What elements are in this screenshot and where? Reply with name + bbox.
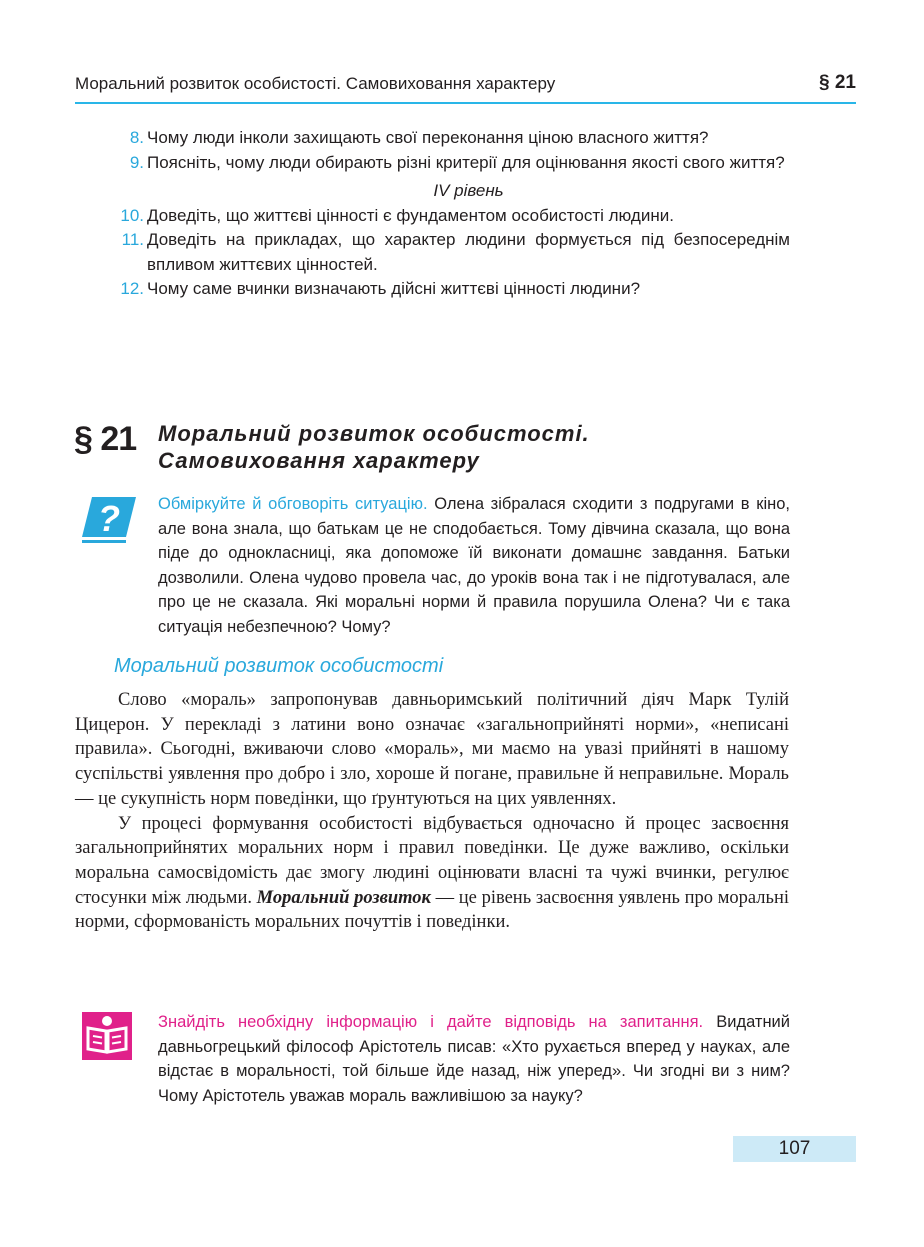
- reading-book-icon: [82, 1012, 132, 1060]
- header-title: Моральний розвиток особистості. Самовиховання характеру: [75, 74, 556, 93]
- page-number: 107: [733, 1136, 856, 1162]
- question-item: [112, 228, 790, 277]
- research-text: Видатний давньогрецький філософ Арістотель писав: «Хто рухається вперед у науках, але відстає в моральності, той більше йде назад, ніж уперед». Чи згодні ви з ним? Чому Арістотель уважав мораль важливішою за науку?: [158, 1013, 790, 1105]
- research-lead: Знайдіть необхідну інформацію і дайте відповідь на запитання.: [158, 1013, 704, 1031]
- svg-text:?: ?: [98, 498, 120, 539]
- header-section-number: § 21: [819, 72, 856, 93]
- level-label: IV рівень: [433, 181, 504, 200]
- section-title: [158, 420, 590, 474]
- question-text: Чому люди інколи захищають свої переконання ціною власного життя?: [147, 128, 709, 147]
- question-mark-icon: [82, 497, 136, 545]
- question-item: [112, 204, 790, 229]
- body-paragraph-2-end: — це рівень засвоєння уявлень про моральні норми, сформованість моральних почуттів і поведінки.: [75, 887, 790, 933]
- question-item: [112, 151, 790, 176]
- body-paragraph-1: Слово «мораль» запропонував давньоримський політичний діяч Марк Тулій Цицерон. У перекладі з латини воно означає «загальноприйняті норми», «неписані правила». Сьогодні, вживаючи слово «мораль», ми маємо на увазі прийняті в нашому суспільстві уявлення про добро і зло, хороше й погане, правильне й неправильне. Мораль — це сукупність норм поведінки, що ґрунтуються на цих уявленнях.: [75, 690, 789, 809]
- section-title-line-2: Самовиховання характеру: [158, 448, 480, 473]
- question-text: Доведіть на прикладах, що характер людини формується під безпосереднім впливом життєвих цінностей.: [147, 230, 790, 274]
- question-text: Доведіть, що життєві цінності є фундаментом особистості людини.: [147, 205, 674, 225]
- body-text: [75, 688, 789, 935]
- question-number: 8.: [129, 128, 144, 147]
- research-box: [158, 1010, 790, 1108]
- subheading: Моральний розвиток особистості: [114, 655, 444, 677]
- question-number: 11.: [121, 230, 144, 249]
- question-text: Чому саме вчинки визначають дійсні життєві цінності людини?: [147, 279, 641, 298]
- question-number: 10.: [120, 205, 144, 225]
- section-number: § 21: [74, 420, 137, 458]
- discussion-text: Олена зібралася сходити з подругами в кіно, але вона знала, що батькам це не сподобається. Тому дівчина сказала, що вона піде до однокласниці, яка допоможе їй виконати домашнє завдання. Батьки дозволили. Олена чудово провела час, до уроків вона так і не підготувалася, але про це не сказала. Які моральні норми й правила порушила Олена? Чи є така ситуація небезпечною? Чому?: [158, 495, 790, 636]
- body-paragraph-2: [75, 812, 789, 936]
- question-text: Поясніть, чому люди обирають різні критерії для оцінювання якості свого життя?: [147, 152, 785, 172]
- question-number: 9.: [129, 152, 144, 172]
- question-item: [112, 277, 790, 302]
- section-title-line-1: Моральний розвиток особистості.: [158, 421, 590, 446]
- discussion-box: [158, 492, 790, 639]
- running-header: [75, 72, 856, 104]
- body-paragraph-2-start: У процесі формування особистості відбувається одночасно й процес засвоєння загальноприйнятих моральних норм і правил поведінки. Це дуже важливо, оскільки моральна самосвідомість дає змогу людині оцінювати власні та чужі вчинки, регулює стосунки між людьми.: [75, 813, 789, 908]
- question-number: 12.: [120, 279, 144, 298]
- term-moral-development: Моральний розвиток: [256, 887, 431, 908]
- questions-list: [112, 126, 790, 302]
- discussion-lead: Обміркуйте й обговоріть ситуацію.: [158, 495, 428, 513]
- question-item: [112, 126, 790, 151]
